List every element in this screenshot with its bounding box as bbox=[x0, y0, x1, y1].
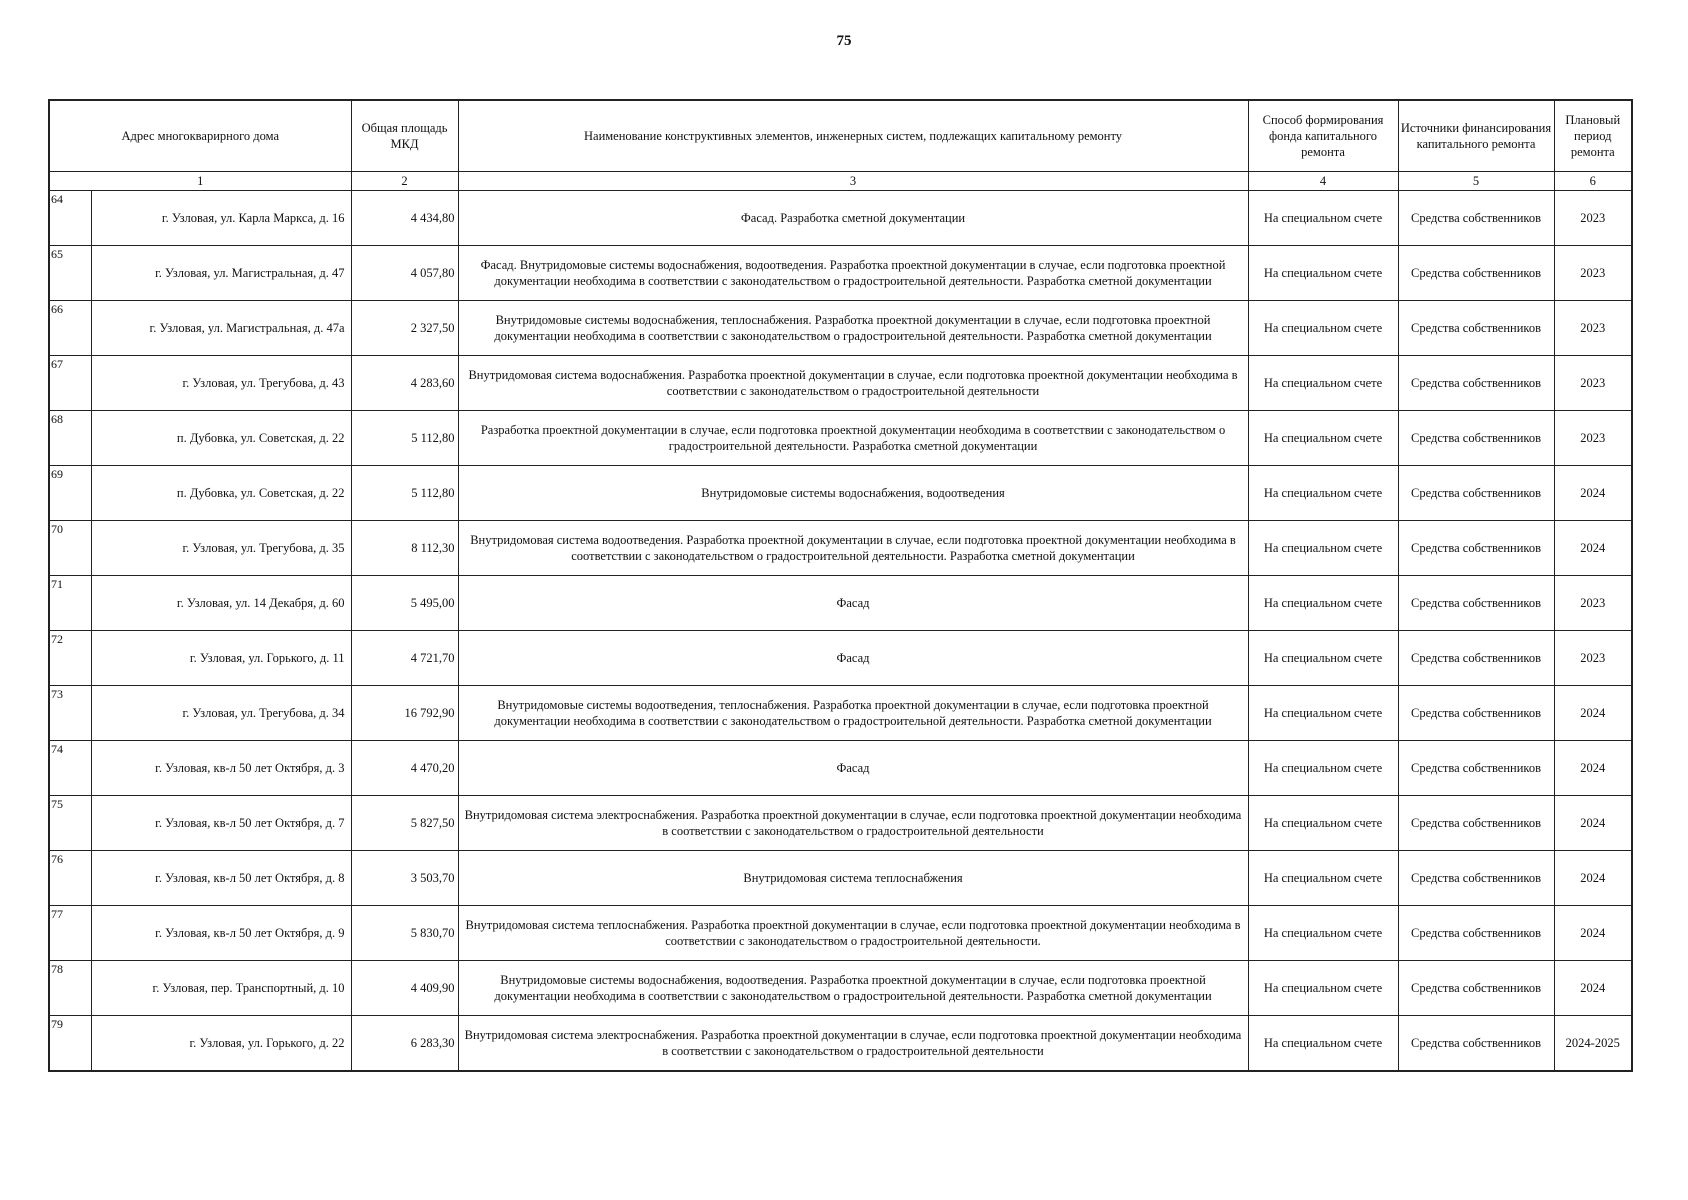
area-cell: 5 827,50 bbox=[351, 796, 458, 851]
area-cell: 4 470,20 bbox=[351, 741, 458, 796]
area-cell: 4 409,90 bbox=[351, 961, 458, 1016]
source-cell: Средства собственников bbox=[1398, 301, 1554, 356]
source-cell: Средства собственников bbox=[1398, 411, 1554, 466]
column-number: 2 bbox=[351, 172, 458, 191]
source-cell: Средства собственников bbox=[1398, 961, 1554, 1016]
area-cell: 6 283,30 bbox=[351, 1016, 458, 1071]
table-row bbox=[49, 246, 1632, 301]
method-cell: На специальном счете bbox=[1248, 961, 1398, 1016]
column-number: 1 bbox=[49, 172, 351, 191]
source-cell: Средства собственников bbox=[1398, 356, 1554, 411]
area-cell: 4 434,80 bbox=[351, 191, 458, 246]
area-cell: 3 503,70 bbox=[351, 851, 458, 906]
works-cell: Внутридомовая система водоотведения. Разработка проектной документации в случае, если подготовка проектной документации необходима в соответствии с законодательством о градостроительной деятельности. Разработка сметной документации bbox=[458, 521, 1248, 576]
row-number: 75 bbox=[49, 796, 91, 851]
table-row bbox=[49, 576, 1632, 631]
area-cell: 4 721,70 bbox=[351, 631, 458, 686]
year-cell: 2023 bbox=[1554, 191, 1632, 246]
source-cell: Средства собственников bbox=[1398, 191, 1554, 246]
works-cell: Внутридомовая система теплоснабжения bbox=[458, 851, 1248, 906]
year-cell: 2023 bbox=[1554, 301, 1632, 356]
source-cell: Средства собственников bbox=[1398, 576, 1554, 631]
column-number: 6 bbox=[1554, 172, 1632, 191]
works-cell: Фасад. Внутридомовые системы водоснабжения, водоотведения. Разработка проектной документации в случае, если подготовка проектной документации необходима в соответствии с законодательством о градостроительной деятельности. Разработка сметной документации bbox=[458, 246, 1248, 301]
column-number: 5 bbox=[1398, 172, 1554, 191]
row-number: 78 bbox=[49, 961, 91, 1016]
method-cell: На специальном счете bbox=[1248, 1016, 1398, 1071]
area-cell: 4 057,80 bbox=[351, 246, 458, 301]
works-cell: Внутридомовая система электроснабжения. Разработка проектной документации в случае, если подготовка проектной документации необходима в соответствии с законодательством о градостроительной деятельности bbox=[458, 796, 1248, 851]
row-number: 71 bbox=[49, 576, 91, 631]
year-cell: 2023 bbox=[1554, 356, 1632, 411]
area-cell: 5 112,80 bbox=[351, 466, 458, 521]
year-cell: 2024 bbox=[1554, 521, 1632, 576]
works-cell: Внутридомовые системы водоотведения, теплоснабжения. Разработка проектной документации в случае, если подготовка проектной документации необходима в соответствии с законодательством о градостроительной деятельности. Разработка сметной документации bbox=[458, 686, 1248, 741]
row-number: 64 bbox=[49, 191, 91, 246]
row-number: 79 bbox=[49, 1016, 91, 1071]
table-row bbox=[49, 521, 1632, 576]
address-cell: г. Узловая, пер. Транспортный, д. 10 bbox=[91, 961, 351, 1016]
table-row bbox=[49, 1016, 1632, 1071]
column-number: 4 bbox=[1248, 172, 1398, 191]
table-row bbox=[49, 356, 1632, 411]
works-cell: Фасад bbox=[458, 741, 1248, 796]
works-cell: Внутридомовые системы водоснабжения, водоотведения bbox=[458, 466, 1248, 521]
works-cell: Внутридомовая система теплоснабжения. Разработка проектной документации в случае, если подготовка проектной документации необходима в соответствии с законодательством о градостроительной деятельности. bbox=[458, 906, 1248, 961]
source-cell: Средства собственников bbox=[1398, 686, 1554, 741]
table-row bbox=[49, 851, 1632, 906]
year-cell: 2024 bbox=[1554, 686, 1632, 741]
address-cell: г. Узловая, кв-л 50 лет Октября, д. 9 bbox=[91, 906, 351, 961]
table-row bbox=[49, 741, 1632, 796]
method-cell: На специальном счете bbox=[1248, 741, 1398, 796]
year-cell: 2024 bbox=[1554, 796, 1632, 851]
row-number: 65 bbox=[49, 246, 91, 301]
header-method: Способ формирования фонда капитального ремонта bbox=[1248, 100, 1398, 172]
capital-repair-table bbox=[48, 99, 1633, 1072]
year-cell: 2024 bbox=[1554, 466, 1632, 521]
table-row bbox=[49, 411, 1632, 466]
address-cell: г. Узловая, кв-л 50 лет Октября, д. 7 bbox=[91, 796, 351, 851]
row-number: 77 bbox=[49, 906, 91, 961]
area-cell: 5 112,80 bbox=[351, 411, 458, 466]
works-cell: Разработка проектной документации в случае, если подготовка проектной документации необходима в соответствии с законодательством о градостроительной деятельности. Разработка сметной документации bbox=[458, 411, 1248, 466]
row-number: 74 bbox=[49, 741, 91, 796]
address-cell: г. Узловая, ул. Горького, д. 22 bbox=[91, 1016, 351, 1071]
method-cell: На специальном счете bbox=[1248, 521, 1398, 576]
method-cell: На специальном счете bbox=[1248, 466, 1398, 521]
source-cell: Средства собственников bbox=[1398, 906, 1554, 961]
address-cell: г. Узловая, кв-л 50 лет Октября, д. 8 bbox=[91, 851, 351, 906]
address-cell: г. Узловая, ул. Трегубова, д. 43 bbox=[91, 356, 351, 411]
address-cell: п. Дубовка, ул. Советская, д. 22 bbox=[91, 411, 351, 466]
area-cell: 5 495,00 bbox=[351, 576, 458, 631]
source-cell: Средства собственников bbox=[1398, 466, 1554, 521]
address-cell: г. Узловая, ул. Трегубова, д. 34 bbox=[91, 686, 351, 741]
row-number: 76 bbox=[49, 851, 91, 906]
header-area: Общая площадь МКД bbox=[351, 100, 458, 172]
row-number: 72 bbox=[49, 631, 91, 686]
page-number: 75 bbox=[836, 33, 852, 49]
year-cell: 2024 bbox=[1554, 851, 1632, 906]
row-number: 66 bbox=[49, 301, 91, 356]
column-number-row bbox=[49, 172, 1632, 191]
method-cell: На специальном счете bbox=[1248, 851, 1398, 906]
area-cell: 2 327,50 bbox=[351, 301, 458, 356]
area-cell: 8 112,30 bbox=[351, 521, 458, 576]
works-cell: Фасад bbox=[458, 631, 1248, 686]
table-row bbox=[49, 466, 1632, 521]
method-cell: На специальном счете bbox=[1248, 796, 1398, 851]
address-cell: г. Узловая, кв-л 50 лет Октября, д. 3 bbox=[91, 741, 351, 796]
method-cell: На специальном счете bbox=[1248, 246, 1398, 301]
source-cell: Средства собственников bbox=[1398, 631, 1554, 686]
address-cell: г. Узловая, ул. Магистральная, д. 47а bbox=[91, 301, 351, 356]
works-cell: Внутридомовые системы водоснабжения, водоотведения. Разработка проектной документации в случае, если подготовка проектной документации необходима в соответствии с законодательством о градостроительной деятельности. Разработка сметной документации bbox=[458, 961, 1248, 1016]
row-number: 69 bbox=[49, 466, 91, 521]
column-number: 3 bbox=[458, 172, 1248, 191]
method-cell: На специальном счете bbox=[1248, 576, 1398, 631]
table-row bbox=[49, 796, 1632, 851]
row-number: 68 bbox=[49, 411, 91, 466]
table-row bbox=[49, 961, 1632, 1016]
source-cell: Средства собственников bbox=[1398, 851, 1554, 906]
works-cell: Внутридомовые системы водоснабжения, теплоснабжения. Разработка проектной документации в случае, если подготовка проектной документации необходима в соответствии с законодательством о градостроительной деятельности. Разработка сметной документации bbox=[458, 301, 1248, 356]
source-cell: Средства собственников bbox=[1398, 246, 1554, 301]
address-cell: г. Узловая, ул. Трегубова, д. 35 bbox=[91, 521, 351, 576]
works-cell: Фасад. Разработка сметной документации bbox=[458, 191, 1248, 246]
method-cell: На специальном счете bbox=[1248, 356, 1398, 411]
method-cell: На специальном счете bbox=[1248, 411, 1398, 466]
header-address: Адрес многокварирного дома bbox=[49, 100, 351, 172]
header-works: Наименование конструктивных элементов, инженерных систем, подлежащих капитальному ремонту bbox=[458, 100, 1248, 172]
area-cell: 16 792,90 bbox=[351, 686, 458, 741]
table-row bbox=[49, 301, 1632, 356]
source-cell: Средства собственников bbox=[1398, 741, 1554, 796]
year-cell: 2024 bbox=[1554, 741, 1632, 796]
address-cell: г. Узловая, ул. Горького, д. 11 bbox=[91, 631, 351, 686]
row-number: 73 bbox=[49, 686, 91, 741]
table-row bbox=[49, 631, 1632, 686]
row-number: 70 bbox=[49, 521, 91, 576]
year-cell: 2024 bbox=[1554, 906, 1632, 961]
method-cell: На специальном счете bbox=[1248, 191, 1398, 246]
works-cell: Внутридомовая система электроснабжения. Разработка проектной документации в случае, если подготовка проектной документации необходима в соответствии с законодательством о градостроительной деятельности bbox=[458, 1016, 1248, 1071]
method-cell: На специальном счете bbox=[1248, 301, 1398, 356]
source-cell: Средства собственников bbox=[1398, 1016, 1554, 1071]
address-cell: г. Узловая, ул. 14 Декабря, д. 60 bbox=[91, 576, 351, 631]
address-cell: г. Узловая, ул. Магистральная, д. 47 bbox=[91, 246, 351, 301]
table-row bbox=[49, 191, 1632, 246]
works-cell: Фасад bbox=[458, 576, 1248, 631]
header-period: Плановый период ремонта bbox=[1554, 100, 1632, 172]
table-row bbox=[49, 686, 1632, 741]
area-cell: 4 283,60 bbox=[351, 356, 458, 411]
table-header-row bbox=[49, 100, 1632, 172]
method-cell: На специальном счете bbox=[1248, 686, 1398, 741]
header-sources: Источники финансирования капитального ремонта bbox=[1398, 100, 1554, 172]
table-body bbox=[49, 191, 1632, 1071]
year-cell: 2023 bbox=[1554, 576, 1632, 631]
works-cell: Внутридомовая система водоснабжения. Разработка проектной документации в случае, если подготовка проектной документации необходима в соответствии с законодательством о градостроительной деятельности bbox=[458, 356, 1248, 411]
method-cell: На специальном счете bbox=[1248, 906, 1398, 961]
method-cell: На специальном счете bbox=[1248, 631, 1398, 686]
source-cell: Средства собственников bbox=[1398, 521, 1554, 576]
row-number: 67 bbox=[49, 356, 91, 411]
address-cell: г. Узловая, ул. Карла Маркса, д. 16 bbox=[91, 191, 351, 246]
table-row bbox=[49, 906, 1632, 961]
year-cell: 2024-2025 bbox=[1554, 1016, 1632, 1071]
area-cell: 5 830,70 bbox=[351, 906, 458, 961]
address-cell: п. Дубовка, ул. Советская, д. 22 bbox=[91, 466, 351, 521]
year-cell: 2023 bbox=[1554, 411, 1632, 466]
year-cell: 2023 bbox=[1554, 631, 1632, 686]
source-cell: Средства собственников bbox=[1398, 796, 1554, 851]
year-cell: 2023 bbox=[1554, 246, 1632, 301]
year-cell: 2024 bbox=[1554, 961, 1632, 1016]
